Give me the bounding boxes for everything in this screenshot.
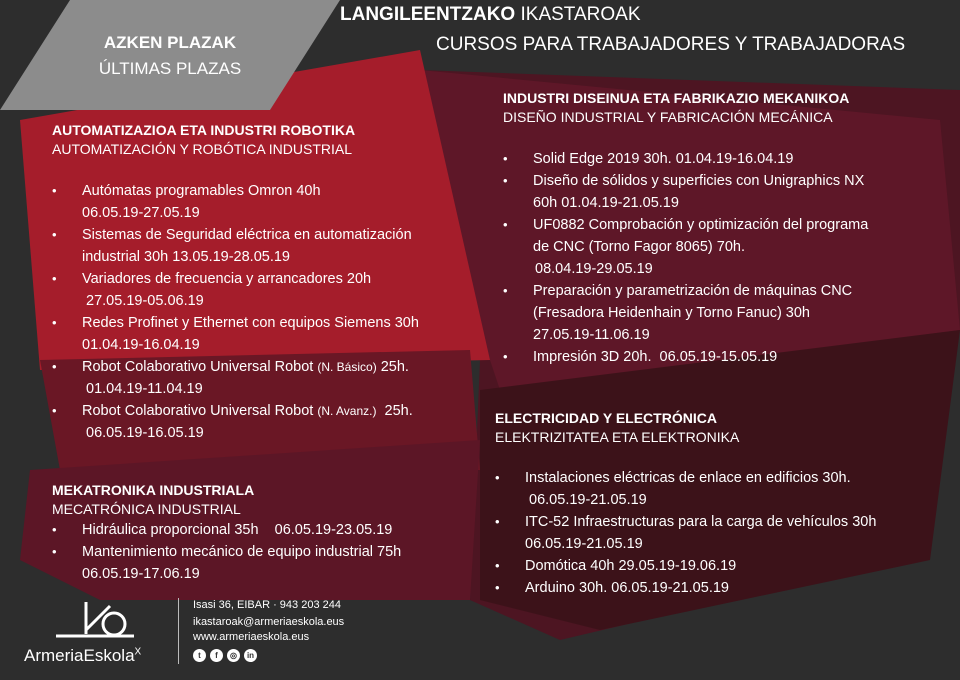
list-item: • Variadores de frecuencia y arrancadores 20h 27.05.19-05.06.19	[52, 268, 492, 312]
section-subtitle: AUTOMATIZACIÓN Y ROBÓTICA INDUSTRIAL	[52, 141, 353, 157]
twitter-icon[interactable]: t	[193, 649, 206, 662]
section-subtitle: DISEÑO INDUSTRIAL Y FABRICACIÓN MECÁNICA	[503, 109, 833, 125]
list-item: • Autómatas programables Omron 40h 06.05.19-27.05.19	[52, 180, 492, 224]
course-list	[495, 467, 955, 599]
section-mekatronika	[52, 482, 492, 585]
section-title: MEKATRONIKA INDUSTRIALA	[52, 482, 255, 498]
last-places-badge	[70, 30, 270, 82]
address: Isasi 36, EIBAR · 943 203 244	[193, 599, 341, 611]
list-item: • ITC-52 Infraestructuras para la carga de vehículos 30h 06.05.19-21.05.19	[495, 511, 955, 555]
logo-mark-icon	[50, 600, 150, 644]
badge-line-1: AZKEN PLAZAK	[103, 33, 237, 52]
section-subtitle: ELEKTRIZITATEA ETA ELEKTRONIKA	[495, 429, 740, 445]
social-icons	[193, 649, 344, 662]
list-item: • Domótica 40h 29.05.19-19.06.19	[495, 555, 955, 577]
email-link[interactable]: ikastaroak@armeriaeskola.eus	[193, 616, 345, 628]
list-item: • Hidráulica proporcional 35h 06.05.19-23.05.19	[52, 519, 492, 541]
section-diseno	[503, 90, 953, 368]
section-subtitle: MECATRÓNICA INDUSTRIAL	[52, 501, 241, 517]
course-list	[52, 180, 492, 444]
header-subtitle: CURSOS PARA TRABAJADORES Y TRABAJADORAS	[436, 34, 906, 55]
section-title: AUTOMATIZAZIOA ETA INDUSTRI ROBOTIKA	[52, 122, 356, 138]
list-item: • Arduino 30h. 06.05.19-21.05.19	[495, 577, 955, 599]
section-automatizacion	[52, 122, 492, 444]
badge-line-2: ÚLTIMAS PLAZAS	[98, 59, 242, 78]
section-title: INDUSTRI DISEINUA ETA FABRIKAZIO MEKANIKOA	[503, 90, 850, 106]
contact-info	[193, 598, 344, 662]
list-item: • UF0882 Comprobación y optimización del programa de CNC (Torno Fagor 8065) 70h. 08.04.19-29.05.19	[503, 214, 953, 280]
list-item: • Robot Colaborativo Universal Robot (N. Avanz.) 25h. 06.05.19-16.05.19	[52, 400, 492, 444]
list-item: • Impresión 3D 20h. 06.05.19-15.05.19	[503, 346, 953, 368]
linkedin-icon[interactable]: in	[244, 649, 257, 662]
course-list	[52, 519, 492, 585]
list-item: • Mantenimiento mecánico de equipo industrial 75h 06.05.19-17.06.19	[52, 541, 492, 585]
list-item: • Preparación y parametrización de máquinas CNC (Fresadora Heidenhain y Torno Fanuc) 30h 27.05.19-11.06.19	[503, 280, 953, 346]
header-title	[340, 4, 641, 26]
section-title: ELECTRICIDAD Y ELECTRÓNICA	[495, 410, 717, 426]
list-item: • Robot Colaborativo Universal Robot (N. Básico) 25h. 01.04.19-11.04.19	[52, 356, 492, 400]
instagram-icon[interactable]: ◎	[227, 649, 240, 662]
list-item: • Instalaciones eléctricas de enlace en edificios 30h. 06.05.19-21.05.19	[495, 467, 955, 511]
list-item: • Sistemas de Seguridad eléctrica en automatización industrial 30h 13.05.19-28.05.19	[52, 224, 492, 268]
course-list	[503, 148, 953, 368]
list-item: • Redes Profinet y Ethernet con equipos Siemens 30h 01.04.19-16.04.19	[52, 312, 492, 356]
list-item: • Diseño de sólidos y superficies con Unigraphics NX 60h 01.04.19-21.05.19	[503, 170, 953, 214]
footer-divider	[178, 598, 179, 664]
section-electricidad	[495, 410, 955, 599]
list-item: • Solid Edge 2019 30h. 01.04.19-16.04.19	[503, 148, 953, 170]
armeria-eskola-logo	[24, 600, 174, 672]
web-link[interactable]: www.armeriaeskola.eus	[193, 631, 310, 643]
brand-name: ArmeriaEskola$^X$	[24, 646, 142, 665]
facebook-icon[interactable]: f	[210, 649, 223, 662]
header-title-rest: IKASTAROAK	[515, 4, 641, 25]
header-title-bold: LANGILEENTZAKO	[340, 4, 516, 25]
